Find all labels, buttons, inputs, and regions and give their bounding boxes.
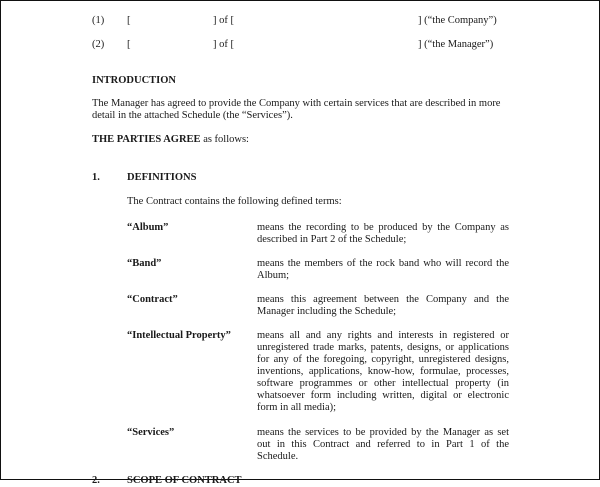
party-1-number: (1) [92, 15, 105, 26]
meaning-album: means the recording to be produced by the Company as described in Part 2 of the Schedule; [257, 222, 509, 245]
party-1-role: ] (“the Company”) [418, 15, 497, 26]
party-1-of: ] of [ [213, 15, 234, 26]
introduction-heading: INTRODUCTION [92, 75, 177, 86]
party-2-role: ] (“the Manager”) [418, 39, 494, 50]
section-2-heading: SCOPE OF CONTRACT [127, 475, 242, 486]
term-services: “Services” [127, 427, 175, 438]
meaning-intellectual-property: means all and any rights and interests in registered or unregistered trade marks, patents, designs, or applications for any of the foregoing, copyright, unregistered designs, inventions, applications, know-how, formulae, processes, software programmes or other intellectual property (in whatsoever form including written, digital or electronic form in all media); [257, 330, 509, 413]
term-intellectual-property: “Intellectual Property” [127, 330, 231, 341]
meaning-contract: means this agreement between the Company and the Manager including the Schedule; [257, 294, 509, 317]
party-2-number: (2) [92, 39, 105, 50]
parties-agree-rest: as follows: [200, 134, 249, 145]
section-1-number: 1. [92, 172, 100, 183]
term-band: “Band” [127, 258, 162, 269]
section-2-number: 2. [92, 475, 100, 486]
meaning-band: means the members of the rock band who will record the Album; [257, 258, 509, 281]
party-2-of: ] of [ [213, 39, 234, 50]
term-album: “Album” [127, 222, 169, 233]
parties-agree [92, 134, 249, 146]
definitions-intro: The Contract contains the following defined terms: [127, 196, 342, 207]
term-contract: “Contract” [127, 294, 178, 305]
definitions-heading: DEFINITIONS [127, 172, 197, 183]
party-1-bracket: [ [127, 15, 131, 26]
meaning-services: means the services to be provided by the Manager as set out in this Contract and referred to in Part 1 of the Schedule. [257, 427, 509, 462]
party-2-bracket: [ [127, 39, 131, 50]
parties-agree-bold: THE PARTIES AGREE [92, 134, 201, 145]
introduction-text: The Manager has agreed to provide the Company with certain services that are described in more detail in the attached Schedule (the “Services”). [92, 98, 501, 121]
